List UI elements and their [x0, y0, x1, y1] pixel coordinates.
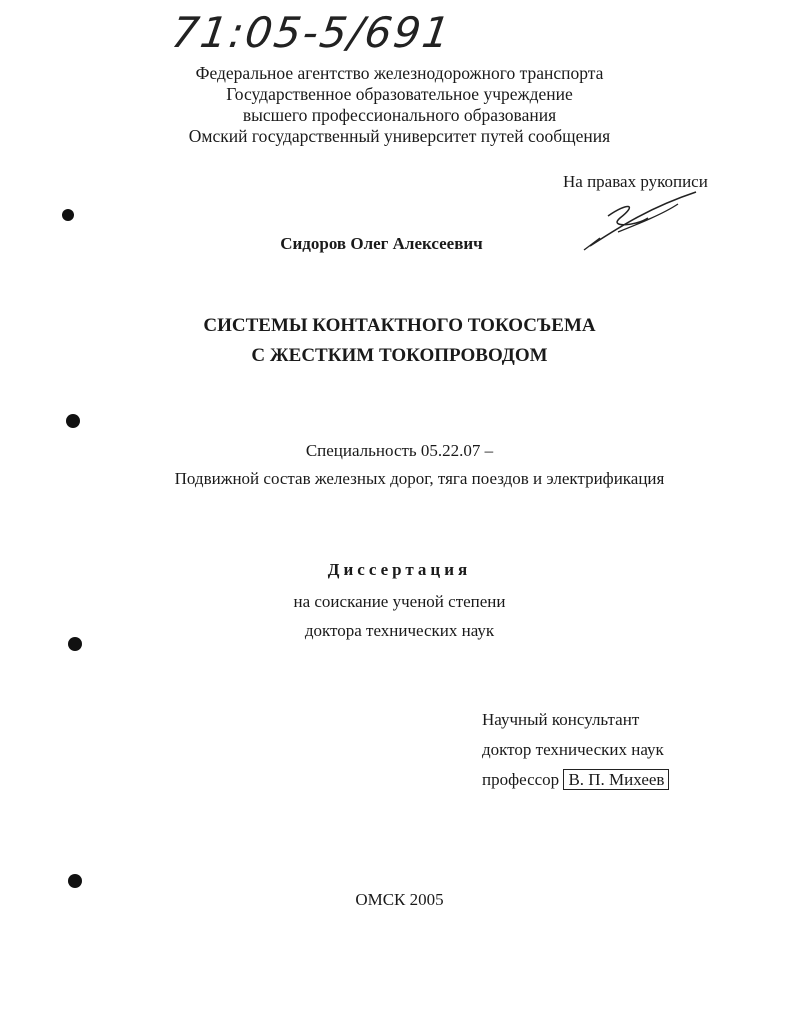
title-line-1: СИСТЕМЫ КОНТАКТНОГО ТОКОСЪЕМА [203, 315, 596, 336]
degree-line-1: на соискание ученой степени [293, 592, 506, 611]
degree-line-2: доктора технических наук [304, 621, 495, 640]
consultant-title: профессор [482, 770, 560, 789]
header-line-university: Омский государственный университет путей сообщения [188, 126, 611, 146]
manuscript-rights: На правах рукописи [563, 172, 708, 191]
consultant-role: Научный консультант [482, 710, 640, 729]
hole-punch-mark [64, 870, 86, 892]
header-line-institution: Государственное образовательное учреждение [226, 84, 573, 104]
header-line-agency: Федеральное агентство железнодорожного транспорта [195, 63, 604, 83]
work-type: Диссертация [327, 560, 472, 579]
consultant-degree: доктор технических наук [482, 740, 664, 759]
header-line-education: высшего профессионального образования [242, 105, 557, 125]
consultant-line [482, 770, 669, 790]
archive-number: 71:05-5/691 [168, 8, 455, 57]
hole-punch-mark [64, 632, 86, 656]
city-year: ОМСК 2005 [355, 890, 444, 909]
consultant-name: В. П. Михеев [563, 769, 669, 790]
hole-punch-mark [58, 205, 78, 225]
author-name: Сидоров Олег Алексеевич [280, 234, 483, 253]
specialty-name: Подвижной состав железных дорог, тяга поездов и электрификация [174, 469, 665, 488]
hole-punch-mark [62, 410, 84, 432]
specialty-code: Специальность 05.22.07 – [305, 441, 494, 460]
title-line-2: С ЖЕСТКИМ ТОКОПРОВОДОМ [251, 345, 548, 366]
